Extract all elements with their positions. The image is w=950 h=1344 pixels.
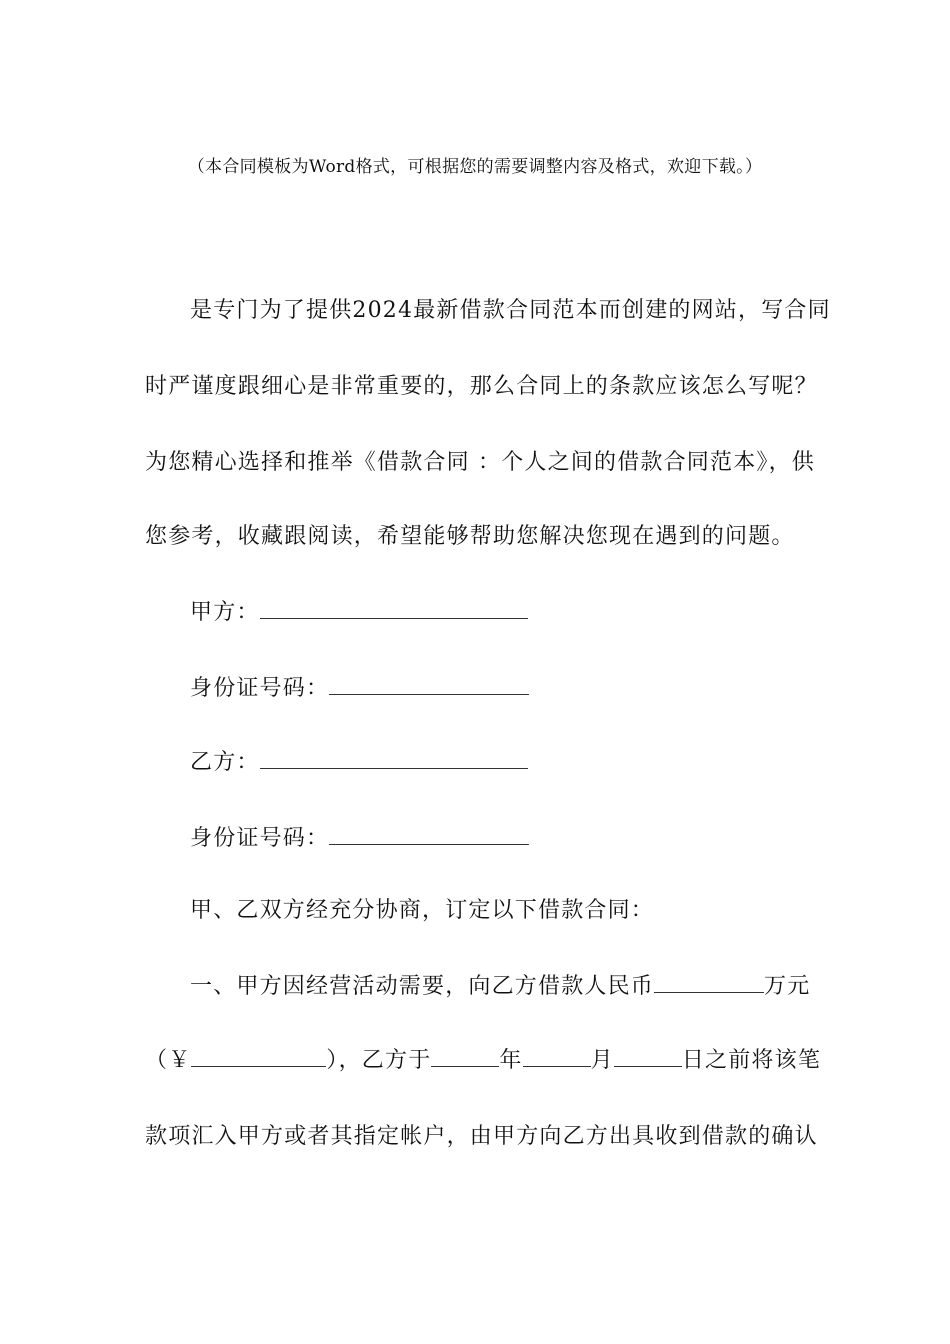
id-a-blank[interactable]: [329, 672, 529, 695]
clause-1-text-b: ），乙方于: [326, 1048, 432, 1073]
intro-line-2: 时严谨度跟细心是非常重要的，那么合同上的条款应该怎么写呢？: [145, 374, 818, 399]
id-b-blank[interactable]: [329, 822, 529, 845]
clause-1-line-1: [190, 970, 810, 1002]
id-b-label: 身份证号码：: [190, 826, 330, 851]
clause-1-unit: 万元: [764, 974, 811, 999]
party-b-blank[interactable]: [260, 746, 528, 769]
party-a-label: 甲方：: [190, 600, 260, 625]
agreement-line: 甲、乙双方经充分协商，订定以下借款合同：: [190, 898, 655, 923]
loan-figure-blank[interactable]: [191, 1044, 326, 1067]
month-label: 月: [590, 1048, 614, 1073]
id-a-label: 身份证号码：: [190, 676, 330, 701]
template-note: （本合同模板为Word格式，可根据您的需要调整内容及格式，欢迎下载。）: [187, 157, 763, 177]
year-label: 年: [499, 1048, 523, 1073]
clause-1-open-paren: （￥: [145, 1048, 192, 1073]
intro-line-1: 是专门为了提供2024最新借款合同范本而创建的网站，写合同: [190, 298, 831, 323]
clause-1-line-3: 款项汇入甲方或者其指定帐户，由甲方向乙方出具收到借款的确认: [145, 1124, 818, 1149]
month-blank[interactable]: [523, 1044, 591, 1067]
day-blank[interactable]: [614, 1044, 682, 1067]
loan-amount-blank[interactable]: [654, 970, 764, 993]
party-a-blank[interactable]: [260, 596, 528, 619]
clause-1-text-c: 日之前将该笔: [681, 1048, 822, 1073]
id-a-row: [190, 672, 529, 704]
clause-1-line-2: [145, 1044, 821, 1076]
party-a-row: [190, 596, 528, 628]
party-b-row: [190, 746, 528, 778]
clause-1-text-a: 一、甲方因经营活动需要，向乙方借款人民币: [190, 974, 655, 999]
intro-line-3: 为您精心选择和推举《借款合同 ：个人之间的借款合同范本》，供: [145, 450, 815, 475]
intro-line-4: 您参考，收藏跟阅读，希望能够帮助您解决您现在遇到的问题。: [145, 524, 795, 549]
id-b-row: [190, 822, 529, 854]
party-b-label: 乙方：: [190, 750, 260, 775]
year-blank[interactable]: [431, 1044, 499, 1067]
